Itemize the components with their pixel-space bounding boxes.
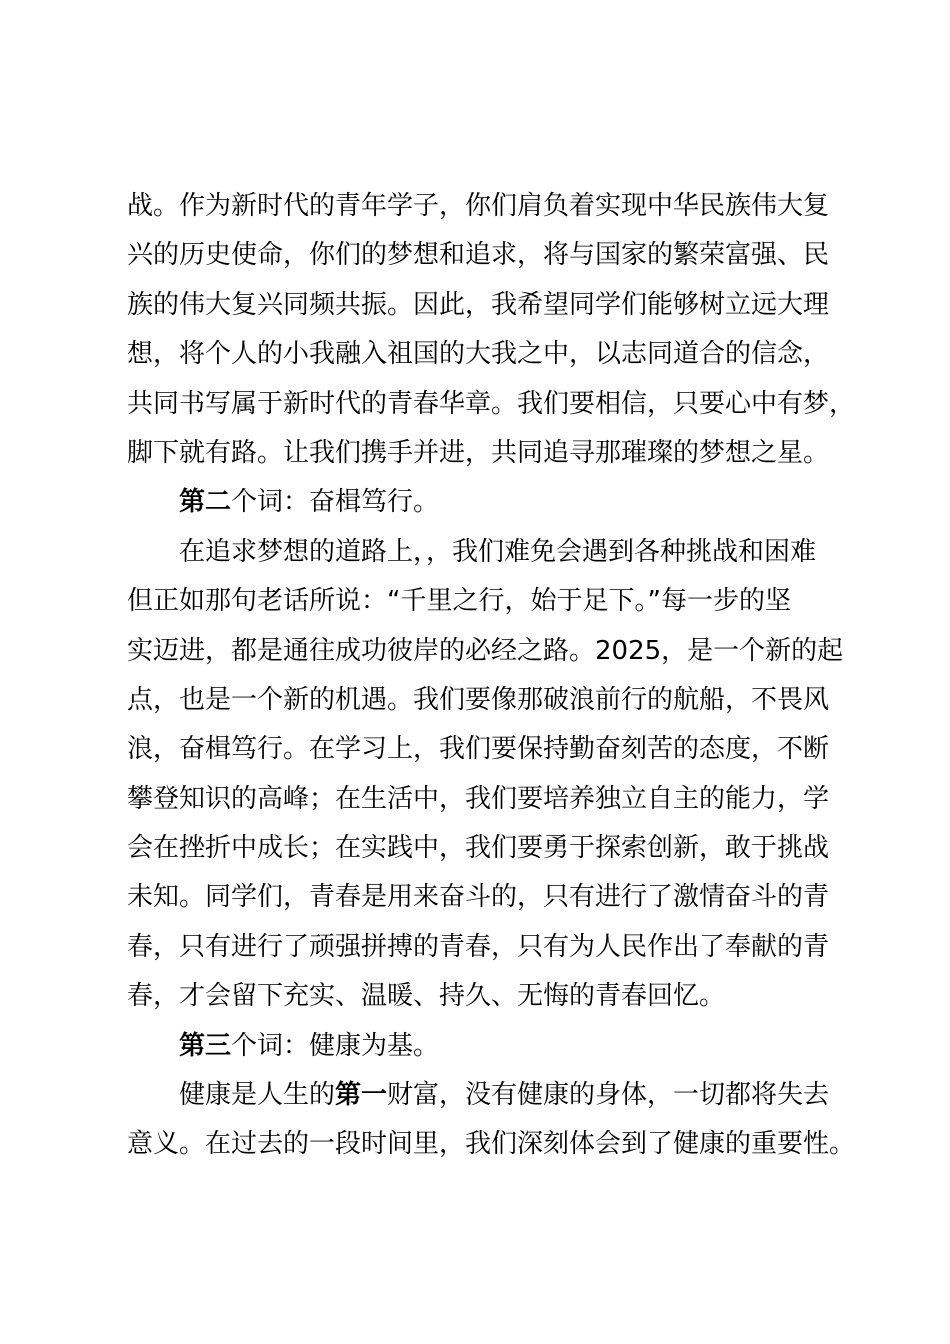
paragraph-line: 在追求梦想的道路上，，我们难免会遇到各种挑战和困难 <box>179 536 817 567</box>
paragraph-line: 意义。在过去的一段时间里，我们深刻体会到了健康的重要性。 <box>127 1129 856 1160</box>
paragraph-line <box>127 1071 857 1120</box>
paragraph-line: 实迈进，都是通往成功彼岸的必经之路。2025，是一个新的起 <box>127 635 844 666</box>
inline-text: 财富，没有健康的身体，一切都将失去 <box>387 1080 830 1111</box>
paragraph-line: 春，只有进行了顽强拼搏的青春，只有为人民作出了奉献的青 <box>127 931 830 962</box>
paragraph-line: 但正如那句老话所说：“千里之行，始于足下。”每一步的坚 <box>127 586 791 617</box>
paragraph-line: 春，才会留下充实、温暖、持久、无悔的青春回忆。 <box>127 981 726 1012</box>
paragraph-line: 族的伟大复兴同频共振。因此，我希望同学们能够树立远大理 <box>127 289 830 320</box>
heading-text: 个词：健康为基。 <box>231 1030 440 1061</box>
paragraph-line: 共同书写属于新时代的青春华章。我们要相信，只要心中有梦， <box>127 388 856 419</box>
heading-text: 个词：奋楫笃行。 <box>231 487 440 518</box>
paragraph-line: 攀登知识的高峰；在生活中，我们要培养独立自主的能力，学 <box>127 783 830 814</box>
heading-bold-text: 第二 <box>179 487 232 518</box>
paragraph-line: 点，也是一个新的机遇。我们要像那破浪前行的航船，不畏风 <box>127 684 830 715</box>
paragraph-line: 战。作为新时代的青年学子，你们肩负着实现中华民族伟大复 <box>127 191 830 221</box>
paragraph-line: 想，将个人的小我融入祖国的大我之中，以志同道合的信念， <box>127 339 830 370</box>
paragraph-line: 兴的历史使命，你们的梦想和追求，将与国家的繁荣富强、民 <box>127 240 830 271</box>
section-heading-3 <box>127 1022 857 1071</box>
paragraph-line: 浪，奋楫笃行。在学习上，我们要保持勤奋刻苦的态度，不断 <box>127 734 830 765</box>
document-body <box>127 182 857 1170</box>
section-heading-2 <box>127 478 857 527</box>
inline-bold-text: 第一 <box>335 1080 388 1111</box>
paragraph-line: 未知。同学们，青春是用来奋斗的，只有进行了激情奋斗的青 <box>127 882 830 913</box>
heading-bold-text: 第三 <box>179 1030 232 1061</box>
paragraph-line: 会在挫折中成长；在实践中，我们要勇于探索创新，敢于挑战 <box>127 833 830 864</box>
paragraph-line: 脚下就有路。让我们携手并进，共同追寻那璀璨的梦想之星。 <box>127 437 830 468</box>
inline-text: 健康是人生的 <box>179 1080 336 1111</box>
